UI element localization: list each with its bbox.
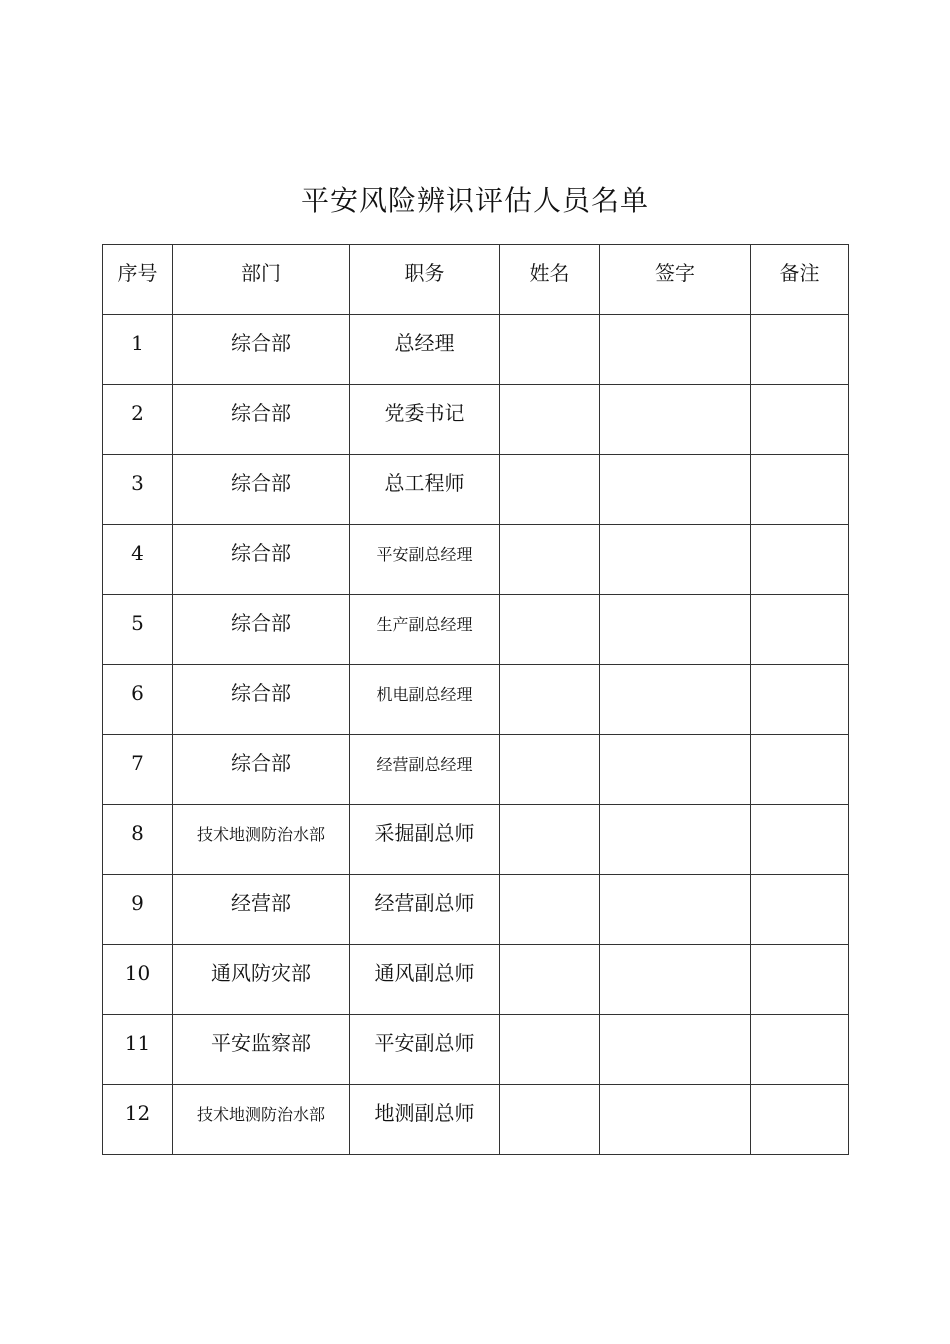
cell-remark[interactable] <box>751 805 849 875</box>
cell-department: 综合部 <box>173 455 350 525</box>
cell-name[interactable] <box>500 1015 600 1085</box>
cell-department: 技术地测防治水部 <box>173 1085 350 1155</box>
cell-signature[interactable] <box>600 525 751 595</box>
cell-name[interactable] <box>500 945 600 1015</box>
cell-signature[interactable] <box>600 455 751 525</box>
cell-signature[interactable] <box>600 805 751 875</box>
cell-remark[interactable] <box>751 595 849 665</box>
table-row <box>103 945 849 1015</box>
cell-position: 生产副总经理 <box>350 595 500 665</box>
table-row <box>103 455 849 525</box>
table-row <box>103 595 849 665</box>
table-row <box>103 1085 849 1155</box>
cell-signature[interactable] <box>600 595 751 665</box>
header-remark: 备注 <box>751 245 849 315</box>
cell-serial-no: 4 <box>103 525 173 595</box>
cell-position: 总工程师 <box>350 455 500 525</box>
cell-remark[interactable] <box>751 315 849 385</box>
cell-remark[interactable] <box>751 945 849 1015</box>
cell-serial-no: 5 <box>103 595 173 665</box>
header-signature: 签字 <box>600 245 751 315</box>
cell-position: 机电副总经理 <box>350 665 500 735</box>
header-serial-no: 序号 <box>103 245 173 315</box>
table-header-row <box>103 245 849 315</box>
cell-remark[interactable] <box>751 875 849 945</box>
cell-department: 综合部 <box>173 735 350 805</box>
cell-signature[interactable] <box>600 665 751 735</box>
cell-department: 经营部 <box>173 875 350 945</box>
cell-remark[interactable] <box>751 455 849 525</box>
cell-serial-no: 9 <box>103 875 173 945</box>
personnel-table <box>102 244 849 1155</box>
cell-serial-no: 1 <box>103 315 173 385</box>
cell-remark[interactable] <box>751 735 849 805</box>
cell-serial-no: 10 <box>103 945 173 1015</box>
cell-signature[interactable] <box>600 315 751 385</box>
cell-serial-no: 12 <box>103 1085 173 1155</box>
cell-name[interactable] <box>500 665 600 735</box>
cell-name[interactable] <box>500 315 600 385</box>
cell-name[interactable] <box>500 875 600 945</box>
cell-position: 党委书记 <box>350 385 500 455</box>
cell-signature[interactable] <box>600 945 751 1015</box>
cell-department: 平安监察部 <box>173 1015 350 1085</box>
cell-name[interactable] <box>500 385 600 455</box>
cell-signature[interactable] <box>600 1015 751 1085</box>
cell-position: 通风副总师 <box>350 945 500 1015</box>
cell-serial-no: 2 <box>103 385 173 455</box>
header-position: 职务 <box>350 245 500 315</box>
cell-department: 通风防灾部 <box>173 945 350 1015</box>
cell-serial-no: 11 <box>103 1015 173 1085</box>
cell-serial-no: 7 <box>103 735 173 805</box>
cell-serial-no: 6 <box>103 665 173 735</box>
cell-name[interactable] <box>500 735 600 805</box>
cell-serial-no: 3 <box>103 455 173 525</box>
cell-department: 综合部 <box>173 385 350 455</box>
cell-signature[interactable] <box>600 875 751 945</box>
cell-position: 平安副总师 <box>350 1015 500 1085</box>
cell-signature[interactable] <box>600 1085 751 1155</box>
table-row <box>103 315 849 385</box>
cell-position: 地测副总师 <box>350 1085 500 1155</box>
table-row <box>103 805 849 875</box>
table-row <box>103 735 849 805</box>
cell-serial-no: 8 <box>103 805 173 875</box>
cell-name[interactable] <box>500 455 600 525</box>
cell-department: 综合部 <box>173 595 350 665</box>
cell-remark[interactable] <box>751 1085 849 1155</box>
cell-position: 总经理 <box>350 315 500 385</box>
cell-name[interactable] <box>500 525 600 595</box>
cell-signature[interactable] <box>600 385 751 455</box>
cell-department: 综合部 <box>173 665 350 735</box>
cell-department: 技术地测防治水部 <box>173 805 350 875</box>
table-row <box>103 875 849 945</box>
header-name: 姓名 <box>500 245 600 315</box>
page-title: 平安风险辨识评估人员名单 <box>300 184 649 217</box>
cell-department: 综合部 <box>173 315 350 385</box>
cell-remark[interactable] <box>751 525 849 595</box>
table-row <box>103 1015 849 1085</box>
cell-department: 综合部 <box>173 525 350 595</box>
table-row <box>103 385 849 455</box>
header-department: 部门 <box>173 245 350 315</box>
cell-position: 经营副总师 <box>350 875 500 945</box>
cell-position: 平安副总经理 <box>350 525 500 595</box>
cell-remark[interactable] <box>751 385 849 455</box>
cell-remark[interactable] <box>751 665 849 735</box>
cell-position: 经营副总经理 <box>350 735 500 805</box>
table-row <box>103 665 849 735</box>
cell-name[interactable] <box>500 1085 600 1155</box>
cell-position: 采掘副总师 <box>350 805 500 875</box>
cell-name[interactable] <box>500 595 600 665</box>
cell-name[interactable] <box>500 805 600 875</box>
table-row <box>103 525 849 595</box>
cell-remark[interactable] <box>751 1015 849 1085</box>
cell-signature[interactable] <box>600 735 751 805</box>
